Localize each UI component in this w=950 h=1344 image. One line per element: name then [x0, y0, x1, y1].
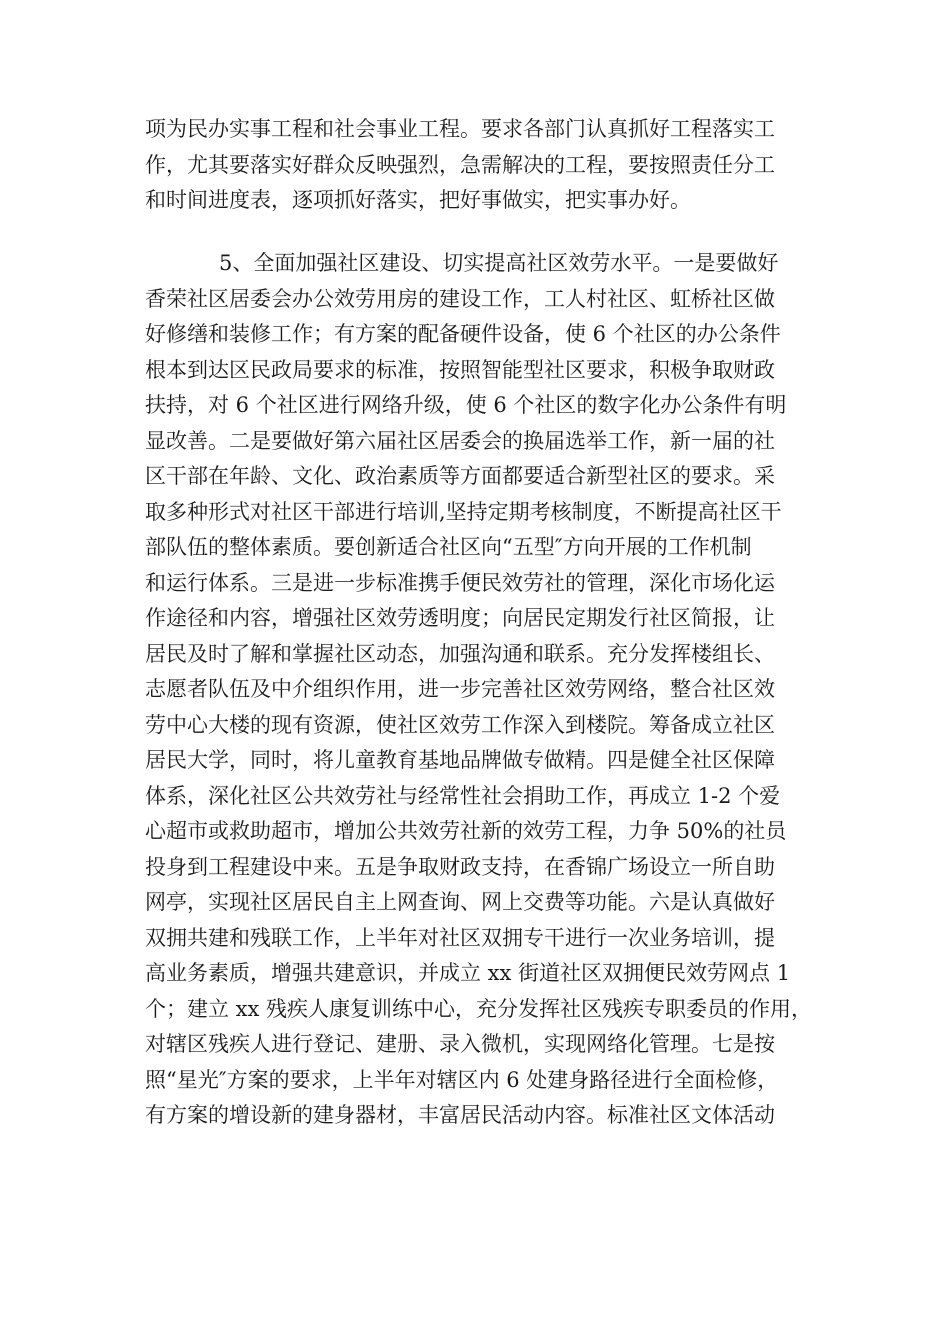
text-line: 部队伍的整体素质。要创新适合社区向“五型″方向开展的工作机制	[145, 535, 752, 559]
text-line: 对辖区残疾人进行登记、建册、录入微机，实现网络化管理。七是按	[145, 1032, 775, 1056]
text-line: 好修缮和装修工作；有方案的配备硬件设备，使 6 个社区的办公条件	[145, 322, 781, 346]
paragraph-2	[145, 246, 825, 1134]
text-line: 投身到工程建设中来。五是争取财政支持，在香锦广场设立一所自助	[145, 854, 775, 879]
text-line: 作途径和内容，增强社区效劳透明度；向居民定期发行社区简报，让	[145, 606, 775, 630]
text-line: 劳中心大楼的现有资源，使社区效劳工作深入到楼院。筹备成立社区	[145, 712, 775, 737]
text-line: 双拥共建和残联工作，上半年对社区双拥专干进行一次业务培训，提	[145, 925, 775, 950]
text-line: 体系，深化社区公共效劳社与经常性社会捐助工作，再成立 1-2 个爱	[145, 783, 781, 808]
text-line: 心超市或救助超市，增加公共效劳社新的效劳工程，力争 50%的社员	[145, 819, 787, 843]
text-line: 5、全面加强社区建设、切实提高社区效劳水平。一是要做好	[219, 251, 779, 275]
text-line: 网亭，实现社区居民自主上网查询、网上交费等功能。六是认真做好	[145, 890, 775, 914]
text-line: 志愿者队伍及中介组织作用，进一步完善社区效劳网络，整合社区效	[145, 677, 775, 701]
text-line: 居民大学，同时，将儿童教育基地品牌做专做精。四是健全社区保障	[145, 748, 775, 772]
text-line: 根本到达区民政局要求的标准，按照智能型社区要求，积极争取财政	[145, 357, 775, 382]
text-line: 和运行体系。三是进一步标准携手便民效劳社的管理，深化市场化运	[145, 570, 775, 595]
text-line: 作，尤其要落实好群众反映强烈，急需解决的工程，要按照责任分工	[145, 152, 775, 177]
text-line: 居民及时了解和掌握社区动态，加强沟通和联系。充分发挥楼组长、	[145, 641, 775, 666]
text-line: 高业务素质，增强共建意识，并成立 xx 街道社区双拥便民效劳网点 1	[145, 961, 791, 985]
text-line: 扶持，对 6 个社区进行网络升级，使 6 个社区的数字化办公条件有明	[145, 393, 787, 417]
text-line: 香荣社区居委会办公效劳用房的建设工作，工人村社区、虹桥社区做	[145, 286, 775, 311]
text-line: 个；建立 xx 残疾人康复训练中心，充分发挥社区残疾专职委员的作用，	[145, 996, 813, 1021]
text-line: 项为民办实事工程和社会事业工程。要求各部门认真抓好工程落实工	[145, 117, 775, 141]
text-line: 照“星光″方案的要求，上半年对辖区内 6 处建身路径进行全面检修，	[145, 1067, 779, 1092]
text-line: 显改善。二是要做好第六届社区居委会的换届选举工作，新一届的社	[145, 428, 775, 453]
text-line: 和时间进度表，逐项抓好落实，把好事做实，把实事办好。	[145, 188, 691, 212]
text-line: 区干部在年龄、文化、政治素质等方面都要适合新型社区的要求。采	[145, 464, 775, 488]
text-line: 取多种形式对社区干部进行培训,坚持定期考核制度，不断提高社区干	[145, 499, 782, 524]
text-line: 有方案的增设新的建身器材，丰富居民活动内容。标准社区文体活动	[145, 1103, 775, 1127]
paragraph-1	[145, 112, 825, 219]
